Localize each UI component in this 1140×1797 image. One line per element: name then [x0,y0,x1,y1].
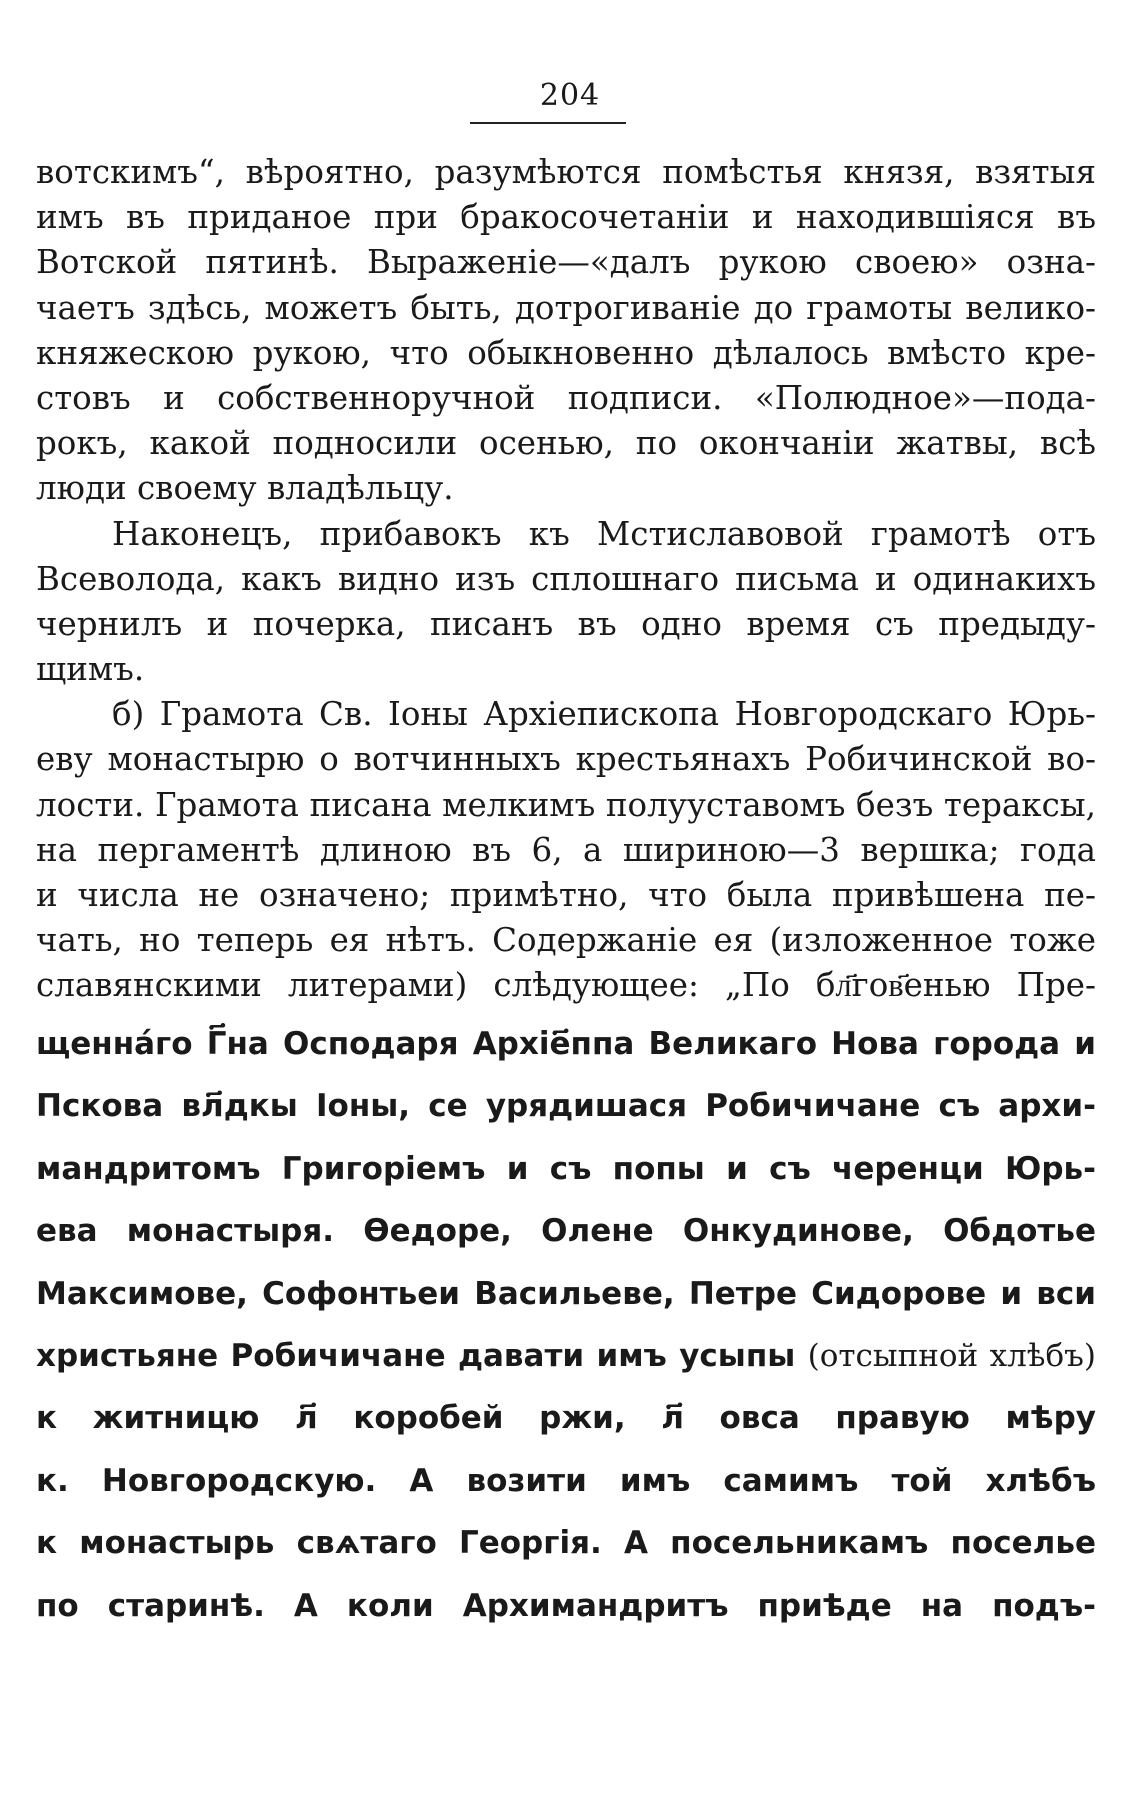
slavonic-line: по старинѣ. А коли Архимандритъ приѣде на подъ- [36,1587,1096,1624]
slavonic-line: мандритомъ Григоріемъ и съ попы и съ черенци Юрь- [36,1150,1096,1187]
slavonic-line: Пскова вл҃дкы Іоны, се урядишася Робичичане съ архи- [36,1088,1096,1125]
text-line: славянскими литерами) слѣдующее: „По бл҃гов҃енью Пре- [36,966,1096,1005]
text-line: имъ въ приданое при бракосочетаніи и находившіяся въ [36,198,1096,237]
text-line: чернилъ и почерка, писанъ въ одно время съ предыду- [36,604,1096,643]
editorial-gloss: (отсыпной хлѣбъ) [807,1337,1096,1374]
text-line: Вотской пятинѣ. Выраженіе—«далъ рукою своею» озна- [36,243,1096,282]
slavonic-quote [36,1013,1096,1637]
text-line: Всеволода, какъ видно изъ сплошнаго письма и одинакихъ [36,559,1096,598]
text-line: стовъ и собственноручной подписи. «Полюдное»—пода- [36,378,1096,417]
slavonic-line: Максимове, Софонтьеи Васильеве, Петре Сидорове и вси [36,1275,1096,1312]
text-line: княжескою рукою, что обыкновенно дѣлалось вмѣсто кре- [36,333,1096,372]
slavonic-line: щенна́го Г҃на Осподаря Архіе҃ппа Великаго Нова города и [36,1026,1096,1062]
text-line: еву монастырю о вотчинныхъ крестьянахъ Робичинской во- [36,740,1096,779]
text-line: чаетъ здѣсь, можетъ быть, дотрогиваніе до грамоты велико- [36,288,1096,327]
slavonic-line: ева монастыря. Ѳедоре, Олене Онкудинове, Обдотье [36,1213,1096,1250]
slavonic-line: к. Новгородскую. А возити имъ самимъ той хлѣбъ [36,1462,1096,1499]
text-line: Наконецъ, прибавокъ къ Мстиславовой грамотѣ отъ [112,514,1096,553]
slavonic-line: к житницю л҃ коробей ржи, л҃ овса правую мѣру [36,1400,1096,1437]
text-line: на пергаментѣ длиною въ 6, а шириною—3 вершка; года [36,830,1096,869]
text-line: б) Грамота Св. Іоны Архіепископа Новгородскаго Юрь- [112,695,1096,734]
slavonic-line-text: христьяне Робичичане давати имъ усыпы [36,1337,808,1374]
text-line: люди своему владѣльцу. [36,469,454,508]
slavonic-line: к монастырь свѧтаго Георгія. А посельникамъ поселье [36,1525,1096,1562]
text-line: вотскимъ“, вѣроятно, разумѣются помѣстья князя, взятыя [36,153,1096,191]
body-text [36,150,1096,1009]
text-line: и числа не означено; примѣтно, что была привѣшена пе- [36,876,1096,914]
page-number-rule [470,122,626,124]
slavonic-line-with-gloss [36,1325,1096,1387]
text-line: лости. Грамота писана мелкимъ полууставомъ безъ тераксы, [36,785,1096,824]
text-line: щимъ. [36,650,145,689]
text-line: рокъ, какой подносили осенью, по окончаніи жатвы, всѣ [36,424,1096,463]
text-line: чать, но теперь ея нѣтъ. Содержаніе ея (изложенное тоже [36,921,1096,960]
page-number: 204 [539,78,601,113]
